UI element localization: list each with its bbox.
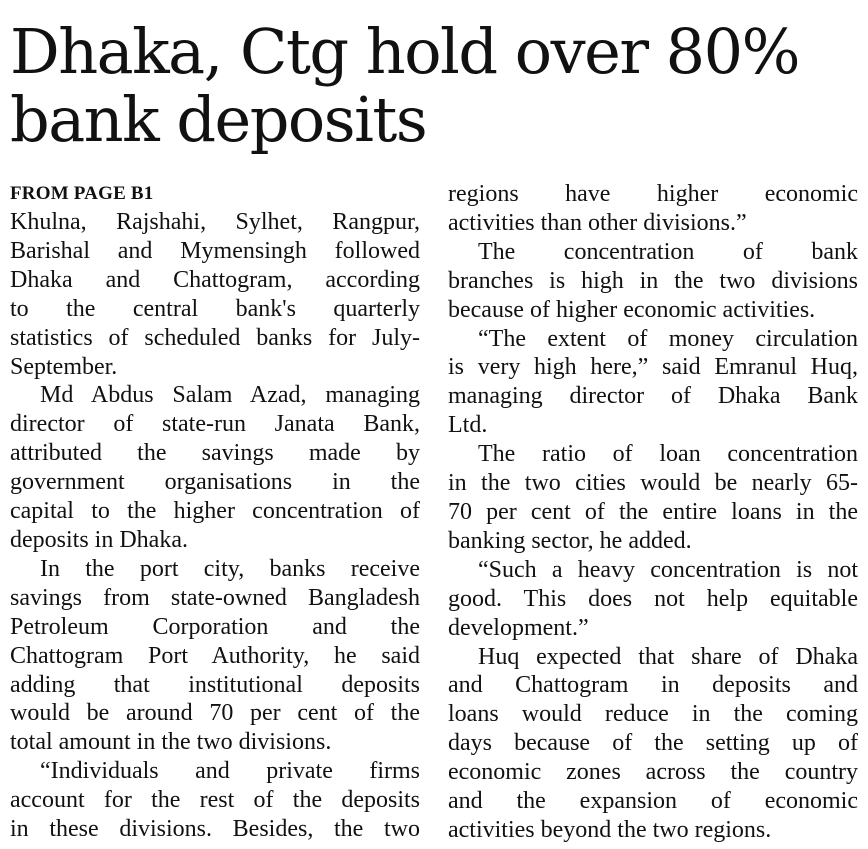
text-line: In the port city, banks receive	[40, 555, 420, 582]
headline-line-1: Dhaka, Ctg hold over 80%	[10, 15, 799, 88]
text-line: Petroleum Corporation and the	[10, 613, 420, 640]
text-line: days because of the setting up of	[448, 730, 858, 757]
text-line: government organisations in the	[10, 469, 420, 496]
text-line: Chattogram Port Authority, he said	[10, 642, 420, 669]
text-line: Ltd.	[448, 412, 488, 439]
text-line: and the expansion of economic	[448, 788, 858, 815]
left-column	[10, 180, 420, 844]
text-line: September.	[10, 353, 118, 380]
text-line: “Individuals and private firms	[40, 758, 420, 785]
text-line: is very high here,” said Emranul Huq,	[448, 354, 858, 381]
text-line: activities than other divisions.”	[448, 209, 747, 236]
text-line: director of state-run Janata Bank,	[10, 411, 420, 438]
text-line: development.”	[448, 614, 589, 641]
text-line: statistics of scheduled banks for July-	[10, 324, 420, 351]
text-line: activities beyond the two regions.	[448, 816, 772, 843]
text-line: to the central bank's quarterly	[10, 295, 420, 322]
text-line: because of higher economic activities.	[448, 296, 816, 323]
text-line: Barishal and Mymensingh followed	[10, 237, 420, 264]
headline	[10, 15, 860, 156]
text-line: Khulna, Rajshahi, Sylhet, Rangpur,	[10, 209, 420, 235]
text-line: capital to the higher concentration of	[10, 498, 420, 525]
text-line: economic zones across the country	[448, 759, 858, 786]
text-line: banking sector, he added.	[448, 527, 692, 554]
text-line: branches is high in the two divisions	[448, 267, 858, 294]
text-line: savings from state-owned Bangladesh	[10, 584, 420, 611]
text-line: adding that institutional deposits	[10, 671, 420, 698]
text-line: The concentration of bank	[478, 238, 858, 265]
text-line: “Such a heavy concentration is not	[478, 556, 858, 583]
text-line: good. This does not help equitable	[448, 585, 858, 612]
text-line: managing director of Dhaka Bank	[448, 383, 858, 410]
text-line: in these divisions. Besides, the two	[10, 816, 420, 843]
text-line: total amount in the two divisions.	[10, 729, 332, 756]
text-line: deposits in Dhaka.	[10, 526, 188, 553]
text-line: 70 per cent of the entire loans in the	[448, 498, 858, 525]
text-line: Huq expected that share of Dhaka	[478, 643, 858, 670]
text-line: account for the rest of the deposits	[10, 787, 420, 814]
text-line: The ratio of loan concentration	[478, 441, 858, 468]
text-line: and Chattogram in deposits and	[448, 672, 858, 699]
text-line: Md Abdus Salam Azad, managing	[40, 382, 420, 409]
text-line: would be around 70 per cent of the	[10, 700, 420, 727]
dateline: FROM PAGE B1	[10, 183, 154, 204]
text-line: “The extent of money circulation	[478, 325, 858, 352]
text-line: regions have higher economic	[448, 181, 858, 207]
headline-line-2: bank deposits	[10, 83, 427, 156]
text-line: in the two cities would be nearly 65-	[448, 470, 858, 497]
text-line: Dhaka and Chattogram, according	[10, 266, 420, 293]
right-column	[448, 180, 858, 845]
text-line: attributed the savings made by	[10, 440, 420, 467]
text-line: loans would reduce in the coming	[448, 701, 858, 728]
